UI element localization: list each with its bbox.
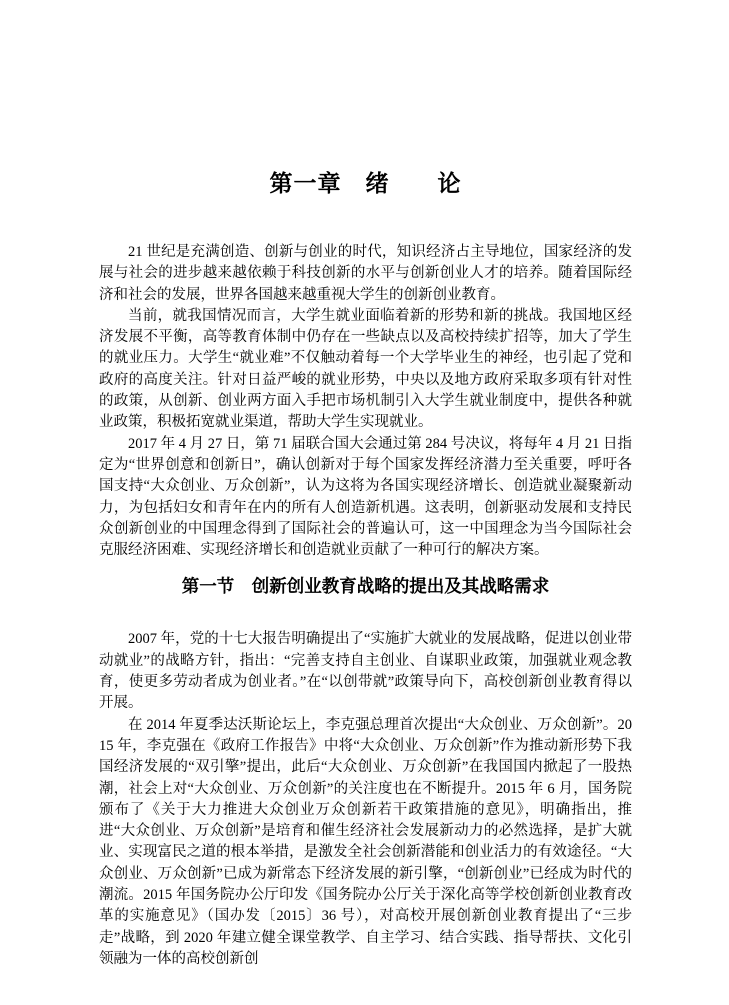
intro-paragraph-3: 2017 年 4 月 27 日，第 71 届联合国大会通过第 284 号决议，将每年 4 月 21 日指定为“世界创意和创新日”，确认创新对于每个国家发挥经济潜力至关重要，呼吁各国支持“大众创业、万众创新”，认为这将为各国实现经济增长、创造就业凝聚新动力，为包括妇女和青年在内的所有人创造新机遇。这表明，创新驱动发展和支持民众创新创业的中国理念得到了国际社会的普遍认可，这一中国理念为当今国际社会克服经济困难、实现经济增长和创造就业贡献了一种可行的解决方案。 [99,435,632,559]
section-paragraph-1: 2007 年，党的十七大报告明确提出了“实施扩大就业的发展战略，促进以创业带动就业”的战略方针，指出：“完善支持自主创业、自谋职业政策，加强就业观念教育，使更多劳动者成为创业者。”在“以创带就”政策导向下，高校创新创业教育得以开展。 [99,631,632,712]
page-content [99,0,632,970]
chapter-title: 第一章 绪 论 [269,171,462,196]
intro-paragraph-2: 当前，就我国情况而言，大学生就业面临着新的形势和新的挑战。我国地区经济发展不平衡，高等教育体制中仍存在一些缺点以及高校持续扩招等，加大了学生的就业压力。大学生“就业难”不仅触动着每一个大学毕业生的神经，也引起了党和政府的高度关注。针对日益严峻的就业形势，中央以及地方政府采取多项有针对性的政策，从创新、创业两方面入手把市场机制引入大学生就业制度中，提供各种就业政策，积极拓宽就业渠道，帮助大学生实现就业。 [99,307,632,431]
section-paragraph-2: 在 2014 年夏季达沃斯论坛上，李克强总理首次提出“大众创业、万众创新”。2015 年，李克强在《政府工作报告》中将“大众创业、万众创新”作为推动新形势下我国经济发展的“双引擎”提出，此后“大众创业、万众创新”在我国国内掀起了一股热潮，社会上对“大众创业、万众创新”的关注度也在不断提升。2015 年 6 月，国务院颁布了《关于大力推进大众创业万众创新若干政策措施的意见》，明确指出，推进“大众创业、万众创新”是培育和催生经济社会发展新动力的必然选择，是扩大就业、实现富民之道的根本举措，是激发全社会创新潜能和创业活力的有效途径。“大众创业、万众创新”已成为新常态下经济发展的新引擎，“创新创业”已经成为时代的潮流。2015 年国务院办公厅印发《国务院办公厅关于深化高等学校创新创业教育改革的实施意见》（国办发〔2015〕36 号），对高校开展创新创业教育提出了“三步走”战略，到 2020 年建立健全课堂教学、自主学习、结合实践、指导帮扶、文化引领融为一体的高校创新创 [99,716,632,967]
section-title: 第一节 创新创业教育战略的提出及其战略需求 [181,576,550,597]
intro-paragraph-1: 21 世纪是充满创造、创新与创业的时代，知识经济占主导地位，国家经济的发展与社会的进步越来越依赖于科技创新的水平与创新创业人才的培养。随着国际经济和社会的发展，世界各国越来越重视大学生的创新创业教育。 [99,244,632,303]
